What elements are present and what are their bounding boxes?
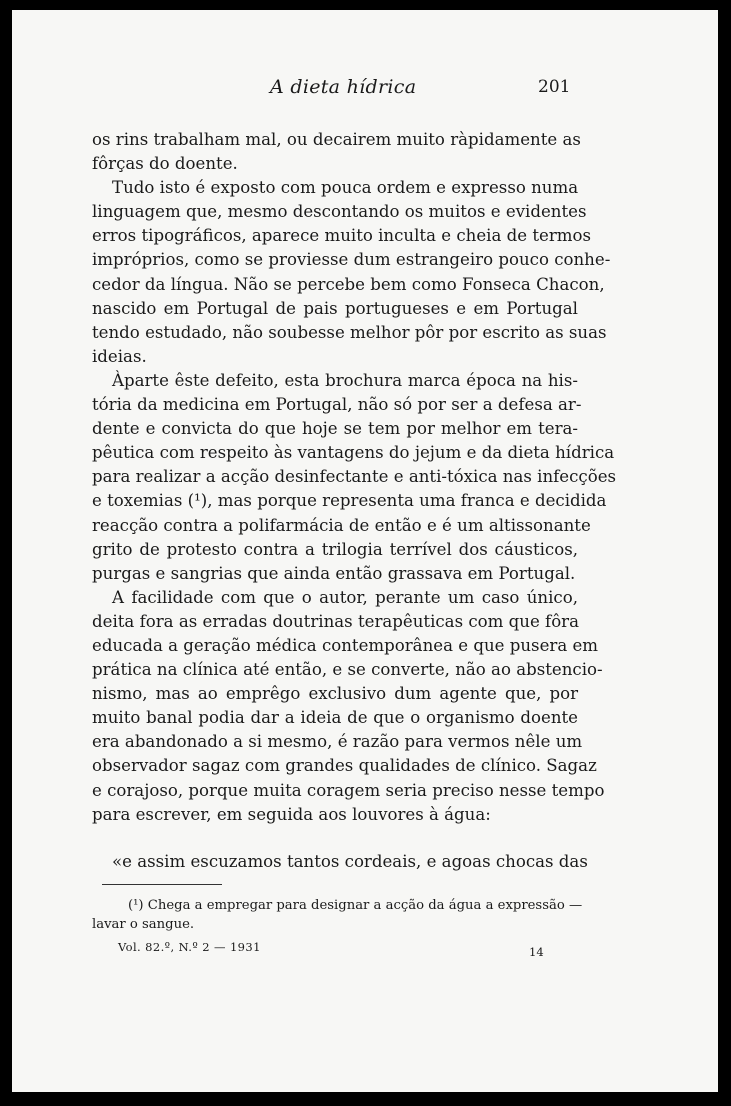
text-line: purgas e sangrias que ainda então grassava em Portugal. [92, 563, 576, 583]
text-line: Àparte êste defeito, esta brochura marca época na his- [112, 370, 578, 390]
text-line: A facilidade com que o autor, perante um caso único, [112, 587, 578, 607]
text-line: e corajoso, porque muita coragem seria preciso nesse tempo [92, 780, 605, 800]
footnote-line: lavar o sangue. [92, 917, 195, 932]
text-line: para escrever, em seguida aos louvores à água: [92, 804, 491, 824]
text-line: grito de protesto contra a trilogia terrível dos cáusticos, [92, 539, 578, 559]
footnote [92, 896, 583, 934]
text-line: cedor da língua. Não se percebe bem como Fonseca Chacon, [92, 274, 605, 294]
text-line: dente e convicta do que hoje se tem por melhor em tera- [92, 419, 578, 439]
text-line: observador sagaz com grandes qualidades de clínico. Sagaz [92, 756, 597, 776]
text-line: deita fora as erradas doutrinas terapêuticas com que fôra [92, 611, 580, 631]
text-line: nismo, mas ao emprêgo exclusivo dum agente que, por [92, 684, 578, 704]
text-line: tendo estudado, não soubesse melhor pôr por escrito as suas [92, 322, 607, 342]
text-line: muito banal podia dar a ideia de que o organismo doente [92, 708, 578, 728]
text-line: nascido em Portugal de pais portugueses e em Portugal [92, 298, 578, 318]
footnote-divider [102, 884, 222, 885]
body-text [92, 128, 617, 827]
running-title: A dieta hídrica [270, 76, 417, 98]
text-line: Tudo isto é exposto com pouca ordem e expresso numa [112, 178, 579, 198]
text-line: e toxemias (¹), mas porque representa uma franca e decidida [92, 491, 607, 511]
text-line: tória da medicina em Portugal, não só por ser a defesa ar- [92, 395, 582, 415]
text-line: linguagem que, mesmo descontando os muitos e evidentes [92, 202, 587, 222]
text-line: erros tipográficos, aparece muito inculta e cheia de termos [92, 226, 591, 246]
text-line: educada a geração médica contemporânea e que pusera em [92, 635, 599, 655]
text-line: era abandonado a si mesmo, é razão para vermos nêle um [92, 732, 583, 752]
footnote-line: (¹) Chega a empregar para designar a acção da água a expressão — [128, 898, 583, 913]
text-line: impróprios, como se proviesse dum estrangeiro pouco conhe- [92, 250, 611, 270]
text-line: para realizar a acção desinfectante e anti-tóxica nas infecções [92, 467, 617, 487]
text-line: reacção contra a polifarmácia de então e é um altissonante [92, 515, 591, 535]
page-number: 201 [538, 77, 571, 97]
text-line: fôrças do doente. [92, 154, 238, 174]
text-line: pêutica com respeito às vantagens do jejum e da dieta hídrica [92, 443, 615, 463]
text-line: prática na clínica até então, e se converte, não ao abstencio- [92, 660, 603, 680]
printer-signature: Vol. 82.º, N.º 2 — 1931 [118, 940, 261, 954]
text-line: os rins trabalham mal, ou decairem muito ràpidamente as [92, 130, 581, 149]
block-quote: «e assim escuzamos tantos cordeais, e agoas chocas das [112, 852, 588, 871]
sheet-number: 14 [529, 945, 544, 959]
text-line: ideias. [92, 346, 147, 366]
running-head [12, 76, 718, 102]
page-sheet [12, 10, 718, 1092]
